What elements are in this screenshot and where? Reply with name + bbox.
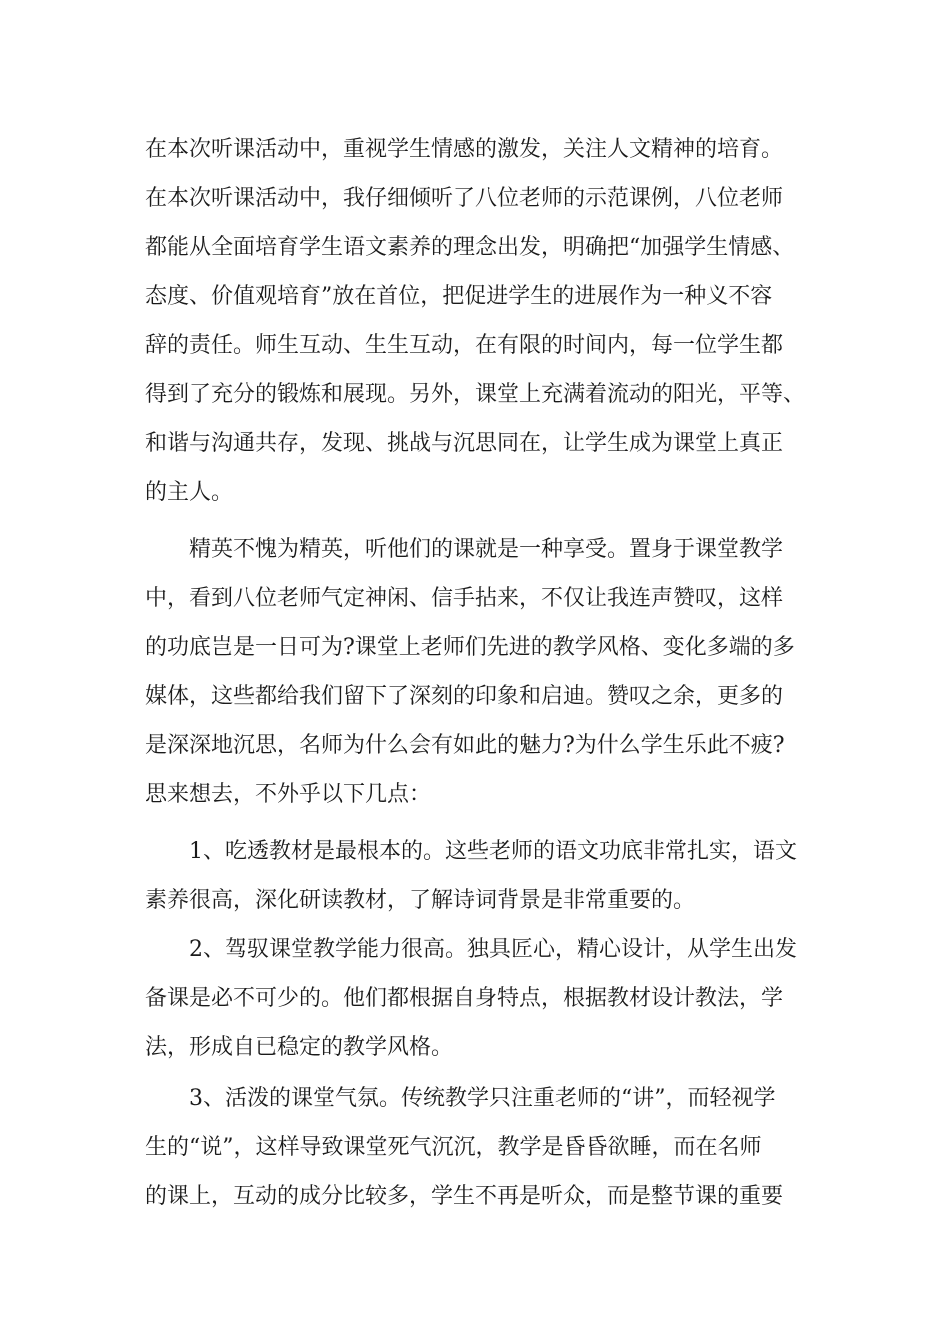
text-line <box>0 1179 950 1215</box>
text-line <box>0 728 950 764</box>
text-line <box>0 328 950 364</box>
line-text: 3、活泼的课堂气氛。传统教学只注重老师的“讲”，而轻视学 <box>189 1086 776 1111</box>
line-text: 备课是必不可少的。他们都根据自身特点，根据教材设计教法，学 <box>145 986 784 1011</box>
line-text: 思来想去，不外乎以下几点： <box>145 782 432 807</box>
text-line <box>0 834 950 870</box>
line-text: 在本次听课活动中，我仔细倾听了八位老师的示范课例，八位老师 <box>145 186 784 211</box>
line-text: 素养很高，深化研读教材，了解诗词背景是非常重要的。 <box>145 888 696 913</box>
line-text: 2、驾驭课堂教学能力很高。独具匠心，精心设计，从学生出发 <box>189 937 797 962</box>
text-line <box>0 132 950 168</box>
line-text: 生的“说”，这样导致课堂死气沉沉，教学是昏昏欲睡，而在名师 <box>145 1135 762 1160</box>
line-text: 的课上，互动的成分比较多，学生不再是听众，而是整节课的重要 <box>145 1184 784 1209</box>
line-text: 都能从全面培育学生语文素养的理念出发，明确把“加强学生情感、 <box>145 235 795 260</box>
line-text: 法，形成自已稳定的教学风格。 <box>145 1035 454 1060</box>
text-line <box>0 630 950 666</box>
line-text: 得到了充分的锻炼和展现。另外，课堂上充满着流动的阳光，平等、 <box>145 382 806 407</box>
text-line <box>0 279 950 315</box>
line-text: 精英不愧为精英，听他们的课就是一种享受。置身于课堂教学 <box>189 537 784 562</box>
text-line <box>0 230 950 266</box>
text-line <box>0 883 950 919</box>
line-text: 和谐与沟通共存，发现、挑战与沉思同在，让学生成为课堂上真正 <box>145 431 784 456</box>
line-text: 中，看到八位老师气定神闲、信手拈来，不仅让我连声赞叹，这样 <box>145 586 784 611</box>
line-text: 媒体，这些都给我们留下了深刻的印象和启迪。赞叹之余，更多的 <box>145 684 784 709</box>
line-text: 的主人。 <box>145 480 234 505</box>
text-line <box>0 1030 950 1066</box>
text-line <box>0 932 950 968</box>
text-line <box>0 377 950 413</box>
text-line <box>0 181 950 217</box>
text-line <box>0 532 950 568</box>
text-line <box>0 475 950 511</box>
line-text: 辞的责任。师生互动、生生互动，在有限的时间内，每一位学生都 <box>145 333 784 358</box>
line-text: 在本次听课活动中，重视学生情感的激发，关注人文精神的培育。 <box>145 137 784 162</box>
text-line <box>0 1081 950 1117</box>
line-text: 1、吃透教材是最根本的。这些老师的语文功底非常扎实，语文 <box>189 839 797 864</box>
line-text: 态度、价值观培育”放在首位，把促进学生的进展作为一种义不容 <box>145 284 773 309</box>
text-line <box>0 981 950 1017</box>
line-text: 的功底岂是一日可为?课堂上老师们先进的教学风格、变化多端的多 <box>145 635 795 660</box>
line-text: 是深深地沉思，名师为什么会有如此的魅力?为什么学生乐此不疲? <box>145 733 785 758</box>
text-line <box>0 581 950 617</box>
text-line <box>0 679 950 715</box>
text-line <box>0 426 950 462</box>
text-line <box>0 777 950 813</box>
text-line <box>0 1130 950 1166</box>
